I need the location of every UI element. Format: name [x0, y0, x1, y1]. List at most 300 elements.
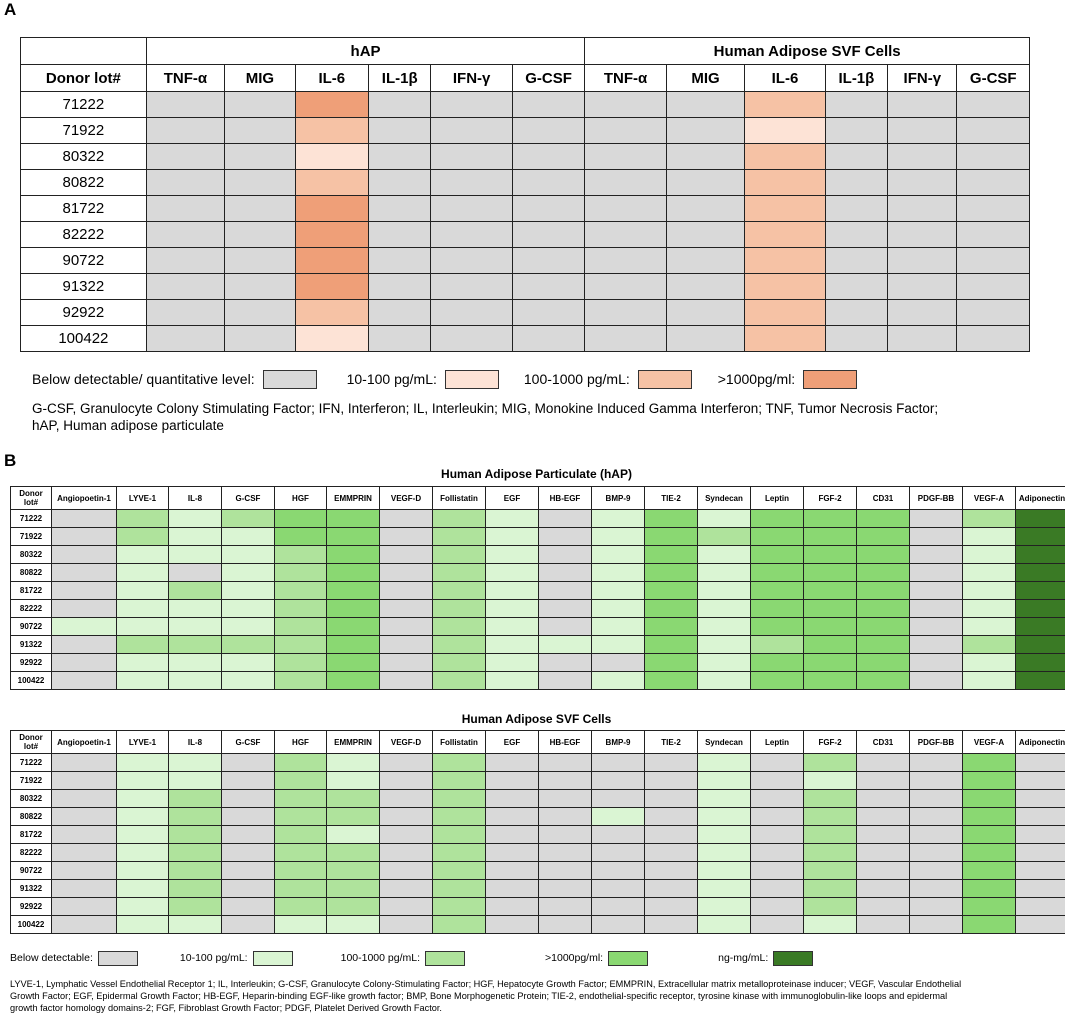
data-cell [52, 772, 117, 790]
table-row [11, 826, 1065, 844]
data-cell [698, 600, 751, 618]
data-cell [751, 790, 804, 808]
data-cell [222, 528, 275, 546]
column-header: Adiponectin [1016, 731, 1065, 754]
table-row [21, 222, 1030, 248]
data-cell [431, 222, 512, 248]
data-cell [592, 672, 645, 690]
data-cell [222, 672, 275, 690]
data-cell [117, 546, 169, 564]
data-cell [963, 618, 1016, 636]
data-cell [222, 636, 275, 654]
donor-lot: 82222 [21, 222, 147, 248]
donor-lot-header-line2: lot# [23, 742, 39, 751]
data-cell [910, 790, 963, 808]
data-cell [963, 826, 1016, 844]
data-cell [52, 654, 117, 672]
data-cell [433, 582, 486, 600]
donor-lot: 100422 [11, 916, 52, 934]
data-cell [275, 600, 327, 618]
data-cell [957, 274, 1030, 300]
data-cell [539, 916, 592, 934]
data-cell [369, 92, 431, 118]
data-cell [222, 862, 275, 880]
table-row [21, 300, 1030, 326]
data-cell [957, 326, 1030, 352]
data-cell [645, 808, 698, 826]
legend-swatch [638, 370, 692, 389]
donor-lot: 90722 [21, 248, 147, 274]
legend-label: 10-100 pg/mL: [346, 371, 437, 387]
data-cell [539, 790, 592, 808]
data-cell [910, 916, 963, 934]
data-cell [825, 274, 887, 300]
data-cell [957, 144, 1030, 170]
data-cell [957, 248, 1030, 274]
data-cell [275, 862, 327, 880]
data-cell [963, 862, 1016, 880]
data-cell [431, 300, 512, 326]
data-cell [169, 754, 222, 772]
donor-lot: 80322 [21, 144, 147, 170]
data-cell [275, 510, 327, 528]
data-cell [222, 880, 275, 898]
data-cell [52, 826, 117, 844]
data-cell [380, 790, 433, 808]
data-cell [804, 790, 857, 808]
data-cell [666, 222, 744, 248]
data-cell [804, 754, 857, 772]
data-cell [512, 92, 584, 118]
data-cell [431, 248, 512, 274]
data-cell [52, 672, 117, 690]
data-cell [169, 528, 222, 546]
data-cell [857, 564, 910, 582]
corner-blank [21, 38, 147, 65]
data-cell [169, 618, 222, 636]
data-cell [804, 844, 857, 862]
column-header: BMP-9 [592, 487, 645, 510]
data-cell [857, 654, 910, 672]
data-cell [275, 808, 327, 826]
data-cell [645, 510, 698, 528]
column-header: IL-6 [295, 65, 368, 92]
table-row [11, 618, 1065, 636]
data-cell [222, 898, 275, 916]
column-header: MIG [666, 65, 744, 92]
data-cell [295, 118, 368, 144]
data-cell [857, 880, 910, 898]
data-cell [225, 196, 295, 222]
donor-lot: 90722 [11, 618, 52, 636]
data-cell [327, 808, 380, 826]
data-cell [117, 880, 169, 898]
data-cell [225, 144, 295, 170]
table-row [21, 170, 1030, 196]
column-header: EMMPRIN [327, 731, 380, 754]
data-cell [327, 826, 380, 844]
data-cell [910, 826, 963, 844]
group-header-hap: hAP [146, 38, 585, 65]
data-cell [275, 564, 327, 582]
donor-lot: 100422 [21, 326, 147, 352]
data-cell [751, 754, 804, 772]
data-cell [1016, 546, 1065, 564]
data-cell [585, 248, 666, 274]
donor-lot: 91322 [21, 274, 147, 300]
data-cell [295, 326, 368, 352]
data-cell [486, 754, 539, 772]
data-cell [225, 248, 295, 274]
data-cell [592, 528, 645, 546]
data-cell [645, 528, 698, 546]
data-cell [117, 862, 169, 880]
donor-lot: 71222 [11, 510, 52, 528]
data-cell [486, 844, 539, 862]
data-cell [1016, 636, 1065, 654]
data-cell [857, 546, 910, 564]
data-cell [957, 300, 1030, 326]
legend-label: 100-1000 pg/mL: [523, 371, 630, 387]
data-cell [52, 546, 117, 564]
data-cell [380, 880, 433, 898]
data-cell [117, 844, 169, 862]
data-cell [433, 916, 486, 934]
data-cell [857, 916, 910, 934]
column-header: Follistatin [433, 731, 486, 754]
column-header: VEGF-D [380, 487, 433, 510]
table-row [21, 118, 1030, 144]
data-cell [512, 170, 584, 196]
data-cell [486, 564, 539, 582]
data-cell [1016, 826, 1065, 844]
data-cell [585, 274, 666, 300]
data-cell [380, 672, 433, 690]
data-cell [957, 222, 1030, 248]
donor-lot: 71222 [11, 754, 52, 772]
data-cell [539, 844, 592, 862]
legend-item [180, 951, 293, 966]
data-cell [52, 510, 117, 528]
data-cell [585, 144, 666, 170]
legend-swatch [98, 951, 138, 966]
data-cell [592, 510, 645, 528]
data-cell [222, 808, 275, 826]
data-cell [751, 600, 804, 618]
data-cell [117, 582, 169, 600]
data-cell [645, 916, 698, 934]
data-cell [275, 636, 327, 654]
legend-swatch [608, 951, 648, 966]
data-cell [222, 754, 275, 772]
data-cell [857, 862, 910, 880]
legend-swatch [445, 370, 499, 389]
data-cell [222, 916, 275, 934]
data-cell [539, 528, 592, 546]
data-cell [804, 618, 857, 636]
data-cell [592, 754, 645, 772]
data-cell [745, 170, 825, 196]
group-header-svf: Human Adipose SVF Cells [585, 38, 1030, 65]
column-header: IL-8 [169, 487, 222, 510]
data-cell [857, 826, 910, 844]
data-cell [745, 118, 825, 144]
data-cell [486, 510, 539, 528]
data-cell [433, 844, 486, 862]
data-cell [225, 326, 295, 352]
note-line: G-CSF, Granulocyte Colony Stimulating Factor; IFN, Interferon; IL, Interleukin; MIG, Monokine Induced Gamma Interferon; TNF, Tumor Necrosis Factor; [32, 401, 939, 416]
column-header: LYVE-1 [117, 487, 169, 510]
data-cell [146, 274, 224, 300]
data-cell [751, 654, 804, 672]
data-cell [431, 196, 512, 222]
data-cell [825, 144, 887, 170]
note-line: hAP, Human adipose particulate [32, 418, 224, 433]
legend-swatch [803, 370, 857, 389]
data-cell [539, 636, 592, 654]
data-cell [698, 528, 751, 546]
data-cell [888, 170, 957, 196]
table-b-hap-title: Human Adipose Particulate (hAP) [441, 467, 632, 481]
data-cell [963, 916, 1016, 934]
legend-swatch [253, 951, 293, 966]
data-cell [804, 862, 857, 880]
data-cell [433, 772, 486, 790]
data-cell [222, 510, 275, 528]
data-cell [146, 118, 224, 144]
data-cell [327, 844, 380, 862]
growth-factor-table-svf [10, 730, 1065, 934]
column-header: IFN-γ [888, 65, 957, 92]
data-cell [295, 196, 368, 222]
data-cell [52, 564, 117, 582]
column-header: CD31 [857, 731, 910, 754]
data-cell [369, 326, 431, 352]
data-cell [169, 772, 222, 790]
data-cell [751, 862, 804, 880]
data-cell [963, 672, 1016, 690]
data-cell [751, 772, 804, 790]
column-header: BMP-9 [592, 731, 645, 754]
data-cell [52, 844, 117, 862]
data-cell [585, 326, 666, 352]
table-row [11, 916, 1065, 934]
data-cell [666, 300, 744, 326]
data-cell [433, 880, 486, 898]
data-cell [380, 654, 433, 672]
data-cell [825, 326, 887, 352]
data-cell [275, 672, 327, 690]
donor-lot-header: Donor lot# [21, 65, 147, 92]
data-cell [433, 826, 486, 844]
data-cell [698, 790, 751, 808]
data-cell [539, 654, 592, 672]
data-cell [666, 248, 744, 274]
data-cell [698, 862, 751, 880]
data-cell [433, 528, 486, 546]
data-cell [804, 808, 857, 826]
legend-item [32, 370, 317, 389]
data-cell [585, 118, 666, 144]
data-cell [380, 754, 433, 772]
donor-lot: 92922 [11, 898, 52, 916]
column-header: LYVE-1 [117, 731, 169, 754]
data-cell [169, 546, 222, 564]
data-cell [225, 300, 295, 326]
data-cell [327, 754, 380, 772]
data-cell [539, 826, 592, 844]
data-cell [369, 248, 431, 274]
data-cell [433, 600, 486, 618]
data-cell [645, 898, 698, 916]
data-cell [645, 582, 698, 600]
data-cell [512, 300, 584, 326]
data-cell [751, 636, 804, 654]
data-cell [825, 222, 887, 248]
data-cell [169, 790, 222, 808]
data-cell [225, 170, 295, 196]
data-cell [910, 582, 963, 600]
data-cell [645, 564, 698, 582]
data-cell [645, 754, 698, 772]
data-cell [698, 564, 751, 582]
data-cell [52, 528, 117, 546]
data-cell [431, 92, 512, 118]
data-cell [486, 826, 539, 844]
column-header: Angiopoetin-1 [52, 487, 117, 510]
data-cell [825, 118, 887, 144]
data-cell [910, 510, 963, 528]
data-cell [751, 564, 804, 582]
data-cell [857, 898, 910, 916]
data-cell [910, 600, 963, 618]
data-cell [698, 880, 751, 898]
data-cell [751, 582, 804, 600]
column-header: EGF [486, 487, 539, 510]
data-cell [275, 916, 327, 934]
data-cell [539, 772, 592, 790]
data-cell [433, 808, 486, 826]
column-header: PDGF-BB [910, 487, 963, 510]
data-cell [1016, 862, 1065, 880]
column-header: IL-1β [369, 65, 431, 92]
data-cell [857, 600, 910, 618]
column-header: FGF-2 [804, 731, 857, 754]
data-cell [751, 844, 804, 862]
data-cell [1016, 582, 1065, 600]
legend-item [10, 951, 138, 966]
data-cell [963, 654, 1016, 672]
table-row [11, 654, 1065, 672]
data-cell [1016, 564, 1065, 582]
data-cell [698, 808, 751, 826]
data-cell [169, 862, 222, 880]
data-cell [52, 790, 117, 808]
data-cell [369, 300, 431, 326]
column-header: VEGF-D [380, 731, 433, 754]
data-cell [698, 916, 751, 934]
data-cell [380, 618, 433, 636]
column-header: TNF-α [585, 65, 666, 92]
data-cell [225, 118, 295, 144]
data-cell [1016, 790, 1065, 808]
data-cell [910, 546, 963, 564]
data-cell [380, 582, 433, 600]
data-cell [698, 898, 751, 916]
data-cell [380, 546, 433, 564]
data-cell [117, 808, 169, 826]
data-cell [745, 248, 825, 274]
column-header: EMMPRIN [327, 487, 380, 510]
panel-b-label: B [4, 451, 17, 470]
data-cell [910, 844, 963, 862]
data-cell [52, 862, 117, 880]
data-cell [512, 118, 584, 144]
data-cell [666, 274, 744, 300]
data-cell [1016, 808, 1065, 826]
column-header: VEGF-A [963, 487, 1016, 510]
column-header: HGF [275, 731, 327, 754]
data-cell [592, 546, 645, 564]
data-cell [222, 826, 275, 844]
data-cell [380, 808, 433, 826]
data-cell [222, 790, 275, 808]
donor-lot: 71922 [11, 772, 52, 790]
data-cell [751, 510, 804, 528]
data-cell [539, 618, 592, 636]
data-cell [539, 546, 592, 564]
data-cell [486, 898, 539, 916]
data-cell [169, 600, 222, 618]
data-cell [486, 880, 539, 898]
donor-lot-header-line1: Donor [19, 733, 43, 742]
data-cell [963, 636, 1016, 654]
data-cell [431, 144, 512, 170]
data-cell [592, 564, 645, 582]
data-cell [275, 528, 327, 546]
data-cell [380, 772, 433, 790]
data-cell [888, 300, 957, 326]
column-header: G-CSF [222, 731, 275, 754]
table-row [11, 790, 1065, 808]
data-cell [698, 654, 751, 672]
data-cell [486, 528, 539, 546]
data-cell [295, 248, 368, 274]
legend-label: ng-mg/mL: [718, 952, 769, 964]
data-cell [117, 564, 169, 582]
data-cell [169, 916, 222, 934]
data-cell [825, 300, 887, 326]
data-cell [963, 600, 1016, 618]
column-header: TNF-α [146, 65, 224, 92]
data-cell [117, 898, 169, 916]
column-header: VEGF-A [963, 731, 1016, 754]
donor-lot: 100422 [11, 672, 52, 690]
data-cell [857, 636, 910, 654]
data-cell [645, 880, 698, 898]
data-cell [327, 510, 380, 528]
data-cell [169, 636, 222, 654]
data-cell [52, 916, 117, 934]
data-cell [327, 862, 380, 880]
data-cell [512, 274, 584, 300]
data-cell [888, 222, 957, 248]
data-cell [295, 144, 368, 170]
data-cell [910, 528, 963, 546]
data-cell [52, 808, 117, 826]
legend-b [10, 950, 813, 966]
table-row [11, 880, 1065, 898]
